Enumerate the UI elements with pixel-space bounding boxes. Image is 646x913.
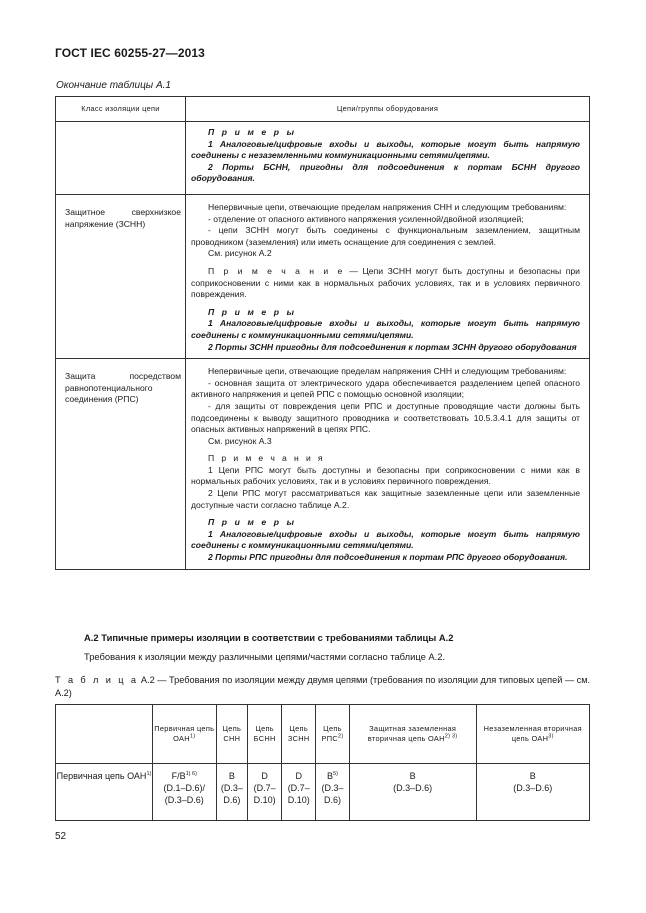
table-cell: B (D.3–D.6) bbox=[476, 764, 589, 821]
col-header: Цепь СНН bbox=[216, 705, 248, 764]
table-cell: D (D.7–D.10) bbox=[248, 764, 282, 821]
intro-text: Непервичные цепи, отвечающие пределам напряжения СНН и следующим требованиям: bbox=[208, 366, 567, 377]
row-label-rps bbox=[56, 359, 186, 570]
header-empty bbox=[56, 705, 153, 764]
col-header: Цепь РПС$^{2)}$ bbox=[316, 705, 350, 764]
table-a1-header-row bbox=[56, 97, 590, 122]
bullet-text: - отделение от опасного активного напряжения усиленной/двойной изоляцией; bbox=[208, 213, 524, 224]
example-item: 2 Порты БСНН, пригодны для подсоединения к портам БСНН другого оборудования. bbox=[191, 161, 580, 184]
document-header: ГОСТ IEC 60255-27—2013 bbox=[55, 46, 205, 60]
table-cell: D (D.7–D.10) bbox=[282, 764, 316, 821]
see-figure: См. рисунок А.3 bbox=[208, 435, 272, 446]
row-label-text: Защита посредством равнопотенциального соединения (РПС) bbox=[65, 371, 181, 405]
example-item: 2 Порты ЗСНН пригодны для подсоединения к портам ЗСНН другого оборудования bbox=[208, 341, 577, 352]
table-cell bbox=[186, 359, 590, 570]
note-item: 2 Цепи РПС могут рассматриваться как защитные заземленные цепи или заземленные доступные части согласно таблице А.2. bbox=[191, 488, 580, 510]
example-item: 1 Аналоговые/цифровые входы и выходы, которые могут быть напрямую соединены с коммуникационными сетями/цепями. bbox=[191, 528, 580, 551]
bullet-text: - для защиты от повреждения цепи РПС и доступные проводящие части должны быть подсоединены к выводу защитного проводника и соответствовать 10.5.3.4.1 для защиты от опасных активных напряжений в цепях РПС. bbox=[191, 400, 580, 435]
note-text: — Цепи ЗСНН могут быть доступны и безопасны при соприкосновении с ними как в нормальных рабочих условиях, так и в условиях первичного повреждения. bbox=[191, 265, 580, 300]
table-a2-header-row bbox=[56, 705, 590, 764]
section-heading: А.2 Типичные примеры изоляции в соответствии с требованиями таблицы А.2 bbox=[84, 632, 454, 643]
caption-label: Т а б л и ц а bbox=[55, 675, 139, 685]
col-header: Незаземленная вторичная цепь ОАН$^{3)}$ bbox=[476, 705, 589, 764]
table-a2-caption bbox=[55, 674, 595, 699]
table-cell: B (D.3–D.6) bbox=[349, 764, 476, 821]
table-cell: $B^{5)}$ (D.3–D.6) bbox=[316, 764, 350, 821]
see-figure: См. рисунок А.2 bbox=[208, 248, 272, 259]
page-number: 52 bbox=[55, 831, 67, 842]
note-item: 1 Цепи РПС могут быть доступны и безопасны при соприкосновении с ними как в нормальных рабочих условиях, так и в условиях первичного повреждения. bbox=[191, 464, 580, 487]
note-label: П р и м е ч а н и е bbox=[208, 265, 345, 276]
example-item: 2 Порты РПС пригодны для подсоединения к портам РПС другого оборудования. bbox=[208, 552, 568, 563]
table-row bbox=[56, 359, 590, 570]
col-header: Цепь ЗСНН bbox=[282, 705, 316, 764]
col-header: Защитная заземленная вторичная цепь $ОАН^{2) 3)}$ bbox=[349, 705, 476, 764]
table-row bbox=[56, 764, 590, 821]
caption-text: А.2 — Требования по изоляции между двумя цепями (требования по изоляции для типовых цепей — см. А.2) bbox=[55, 675, 591, 698]
col-header: Первичная цепь ОАН$^{1)}$ bbox=[153, 705, 217, 764]
col-header-class: Класс изоляции цепи bbox=[56, 97, 186, 122]
table-row bbox=[56, 195, 590, 359]
table-a1-caption: Окончание таблицы А.1 bbox=[56, 80, 171, 91]
bullet-text: - цепи ЗСНН могут быть соединены с функциональным заземлением, защитным проводником (заземления) или иметь оснащение для соединения с землей. bbox=[191, 225, 580, 247]
examples-title: П р и м е р ы bbox=[208, 306, 297, 317]
intro-text: Непервичные цепи, отвечающие пределам напряжения СНН и следующим требованиям: bbox=[208, 202, 567, 212]
col-header-circuits: Цепи/группы оборудования bbox=[186, 97, 590, 122]
col-header: Цепь БСНН bbox=[248, 705, 282, 764]
table-cell bbox=[186, 122, 590, 195]
examples-title: П р и м е р ы bbox=[208, 127, 297, 137]
row-label: Первичная цепь ОАН$^{1)}$ bbox=[56, 764, 153, 821]
table-cell: B (D.3–D.6) bbox=[216, 764, 248, 821]
examples-title: П р и м е р ы bbox=[208, 517, 297, 528]
row-label-text: Защитное сверхнизкое напряжение (ЗСНН) bbox=[65, 207, 181, 229]
example-item: 1 Аналоговые/цифровые входы и выходы, которые могут быть напрямую соединены с незаземленными коммуникационными сетями/цепями. bbox=[191, 138, 580, 161]
table-row bbox=[56, 122, 590, 195]
table-a1 bbox=[55, 96, 590, 570]
table-cell bbox=[186, 195, 590, 359]
row-label-zsnn bbox=[56, 195, 186, 359]
bullet-text: - основная защита от электрического удара обеспечивается разделением цепей опасного активного напряжения и цепей РПС с помощью основной изоляции; bbox=[191, 377, 580, 400]
section-text: Требования к изоляции между различными цепями/частями согласно таблице А.2. bbox=[84, 651, 446, 662]
table-a2 bbox=[55, 704, 590, 821]
table-cell: $F/B^{1) 6)}$ (D.1–D.6)/ (D.3–D.6) bbox=[153, 764, 217, 821]
note-block bbox=[191, 266, 580, 301]
table-cell-empty bbox=[56, 122, 186, 195]
notes-title: П р и м е ч а н и я bbox=[208, 453, 325, 464]
example-item: 1 Аналоговые/цифровые входы и выходы, которые могут быть напрямую соединены с коммуникационными сетями/цепями. bbox=[191, 318, 580, 340]
